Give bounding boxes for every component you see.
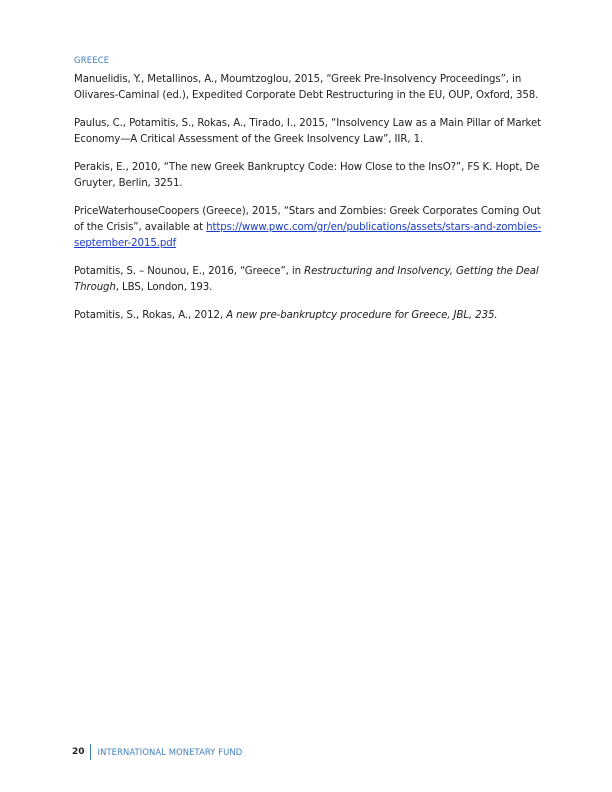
page-number: 20 — [72, 744, 91, 760]
page-footer — [72, 744, 242, 760]
reference-text: Perakis, E., 2010, “The new Greek Bankruptcy Code: How Close to the InsO?”, FS K. Hopt, De Gruyter, Berlin, 3251. — [74, 162, 540, 189]
reference-list — [74, 72, 544, 336]
reference-item-perakis — [74, 160, 544, 192]
reference-item-manuelidis — [74, 72, 544, 104]
reference-italic-title: A new pre-bankruptcy procedure for Greece, JBL, 235. — [226, 310, 498, 321]
reference-item-potamitis-rokas — [74, 308, 544, 324]
reference-text: Potamitis, S., Rokas, A., 2012, — [74, 310, 227, 321]
footer-publisher: INTERNATIONAL MONETARY FUND — [97, 747, 243, 757]
reference-text: PriceWaterhouseCoopers (Greece), 2015, “Stars and Zombies: Greek Corporates Coming Out of the Crisis”, available at — [74, 206, 541, 233]
reference-italic-title: Restructuring and Insolvency, Getting the Deal Through — [74, 266, 539, 293]
reference-text: , LBS, London, 193. — [115, 282, 213, 293]
reference-text: Paulus, C., Potamitis, S., Rokas, A., Tirado, I., 2015, “Insolvency Law as a Main Pillar of Market Economy—A Critical Assessment of the Greek Insolvency Law”, IIR, 1. — [74, 118, 542, 145]
reference-item-pwc — [74, 204, 544, 252]
reference-text: Manuelidis, Y., Metallinos, A., Moumtzoglou, 2015, “Greek Pre-Insolvency Proceedings”, in Olivares-Caminal (ed.), Expedited Corporate Debt Restructuring in the EU, OUP, Oxford, 358. — [74, 74, 539, 101]
reference-text: Potamitis, S. – Nounou, E., 2016, “Greece”, in — [74, 266, 305, 277]
reference-item-paulus — [74, 116, 544, 148]
reference-item-potamitis-nounou — [74, 264, 544, 296]
pwc-report-link[interactable]: https://www.pwc.com/gr/en/publications/assets/stars-and-zombies-september-2015.pdf — [74, 222, 542, 249]
running-header-section-label: GREECE — [74, 55, 110, 65]
